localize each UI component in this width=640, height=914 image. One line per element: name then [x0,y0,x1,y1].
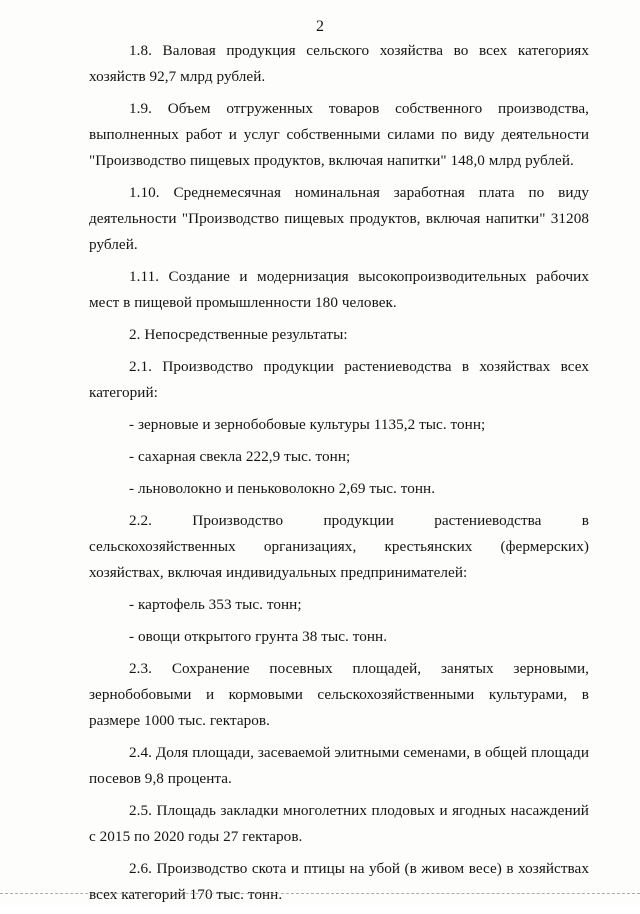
list-item-grain: - зерновые и зернобобовые культуры 1135,2 тыс. тонн; [129,416,486,433]
paragraph-2-1: 2.1. Производство продукции растениеводства в хозяйствах всех категорий: [89,358,589,401]
document-body [89,38,589,914]
paragraph-2-3: 2.3. Сохранение посевных площадей, занятых зерновыми, зернобобовыми и кормовыми сельскохозяйственными культурами, в размере 1000 тыс. гектаров. [89,660,589,729]
list-item-vegetables: - овощи открытого грунта 38 тыс. тонн. [129,628,388,645]
paragraph-2-6: 2.6. Производство скота и птицы на убой (в живом весе) в хозяйствах всех категорий 170 тыс. тонн. [89,860,589,903]
paragraph-2-2: 2.2. Производство продукции растениеводства в сельскохозяйственных организациях, крестьянских (фермерских) хозяйствах, включая индивидуальных предпринимателей: [89,512,589,581]
list-item-sugar-beet: - сахарная свекла 222,9 тыс. тонн; [129,448,351,465]
paragraph-1-8: 1.8. Валовая продукция сельского хозяйства во всех категориях хозяйств 92,7 млрд рублей. [89,42,589,85]
paragraph-2-5: 2.5. Площадь закладки многолетних плодовых и ягодных насаждений с 2015 по 2020 годы 27 гектаров. [89,802,589,845]
paragraph-1-9: 1.9. Объем отгруженных товаров собственного производства, выполненных работ и услуг собственными силами по виду деятельности "Производство пищевых продуктов, включая напитки" 148,0 млрд рублей. [89,100,589,169]
list-item-flax-fiber: - льноволокно и пеньковолокно 2,69 тыс. тонн. [129,480,436,497]
paragraph-1-11: 1.11. Создание и модернизация высокопроизводительных рабочих мест в пищевой промышленности 180 человек. [89,268,589,311]
scan-bottom-edge [0,893,640,894]
list-item-potato: - картофель 353 тыс. тонн; [129,596,302,613]
paragraph-2-4: 2.4. Доля площади, засеваемой элитными семенами, в общей площади посевов 9,8 процента. [89,744,589,787]
paragraph-1-10: 1.10. Среднемесячная номинальная заработная плата по виду деятельности "Производство пищевых продуктов, включая напитки" 31208 рублей. [89,184,589,253]
page-number: 2 [316,18,324,35]
section-heading-2: 2. Непосредственные результаты: [129,326,348,343]
